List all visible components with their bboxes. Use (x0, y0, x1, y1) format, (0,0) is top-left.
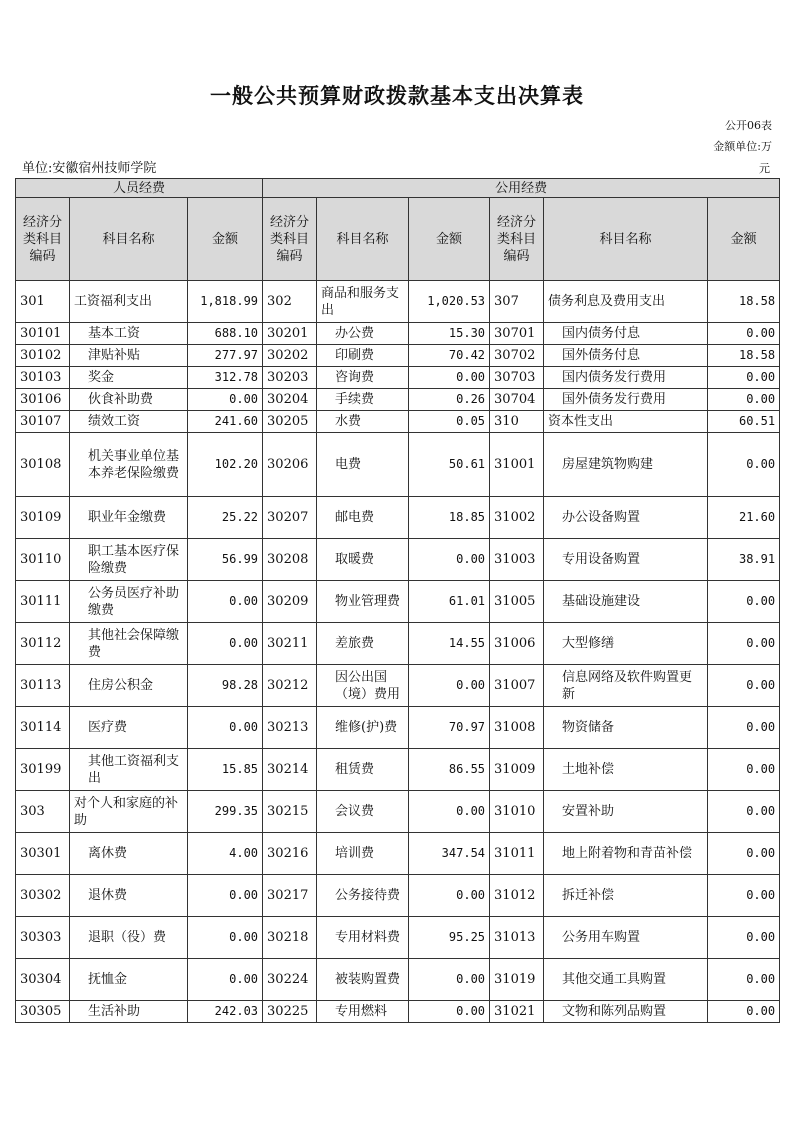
name-cell: 基础设施建设 (544, 581, 708, 623)
amount-cell: 1,020.53 (409, 281, 490, 323)
code-cell: 30201 (263, 323, 317, 345)
code-cell: 31007 (490, 665, 544, 707)
name-cell: 手续费 (317, 389, 409, 411)
name-cell: 其他社会保障缴费 (70, 623, 188, 665)
name-cell: 退职（役）费 (70, 917, 188, 959)
code-cell: 31021 (490, 1001, 544, 1023)
name-cell: 生活补助 (70, 1001, 188, 1023)
col-header-amount: 金额 (188, 198, 263, 281)
name-cell: 专用材料费 (317, 917, 409, 959)
code-cell: 30202 (263, 345, 317, 367)
table-number: 公开06表 (725, 119, 772, 132)
name-cell: 工资福利支出 (70, 281, 188, 323)
code-cell: 30217 (263, 875, 317, 917)
amount-cell: 277.97 (188, 345, 263, 367)
amount-cell: 0.00 (708, 707, 780, 749)
col-header-code: 经济分类科目编码 (16, 198, 70, 281)
amount-cell: 56.99 (188, 539, 263, 581)
name-cell: 取暖费 (317, 539, 409, 581)
name-cell: 绩效工资 (70, 411, 188, 433)
name-cell: 被装购置费 (317, 959, 409, 1001)
name-cell: 房屋建筑物购建 (544, 433, 708, 497)
table-row (16, 411, 780, 433)
name-cell: 物业管理费 (317, 581, 409, 623)
amount-cell: 0.00 (708, 665, 780, 707)
name-cell: 医疗费 (70, 707, 188, 749)
code-cell: 30209 (263, 581, 317, 623)
name-cell: 公务接待费 (317, 875, 409, 917)
amount-cell: 0.00 (708, 959, 780, 1001)
name-cell: 其他交通工具购置 (544, 959, 708, 1001)
code-cell: 303 (16, 791, 70, 833)
code-cell: 30303 (16, 917, 70, 959)
name-cell: 信息网络及软件购置更新 (544, 665, 708, 707)
code-cell: 30108 (16, 433, 70, 497)
name-cell: 住房公积金 (70, 665, 188, 707)
name-cell: 地上附着物和青苗补偿 (544, 833, 708, 875)
code-cell: 30212 (263, 665, 317, 707)
code-cell: 31009 (490, 749, 544, 791)
code-cell: 30112 (16, 623, 70, 665)
name-cell: 租赁费 (317, 749, 409, 791)
col-header-name: 科目名称 (544, 198, 708, 281)
amount-cell: 0.00 (409, 791, 490, 833)
amount-cell: 347.54 (409, 833, 490, 875)
name-cell: 咨询费 (317, 367, 409, 389)
amount-cell: 15.85 (188, 749, 263, 791)
code-cell: 30218 (263, 917, 317, 959)
amount-cell: 242.03 (188, 1001, 263, 1023)
amount-cell: 688.10 (188, 323, 263, 345)
amount-cell: 0.00 (708, 367, 780, 389)
col-header-name: 科目名称 (70, 198, 188, 281)
table-row (16, 1001, 780, 1023)
amount-cell: 18.58 (708, 345, 780, 367)
code-cell: 310 (490, 411, 544, 433)
amount-cell: 0.00 (708, 917, 780, 959)
code-cell: 30704 (490, 389, 544, 411)
code-cell: 31011 (490, 833, 544, 875)
table-row (16, 623, 780, 665)
amount-cell: 98.28 (188, 665, 263, 707)
amount-cell: 0.00 (188, 581, 263, 623)
code-cell: 31019 (490, 959, 544, 1001)
amount-cell: 0.00 (188, 623, 263, 665)
name-cell: 会议费 (317, 791, 409, 833)
code-cell: 30113 (16, 665, 70, 707)
name-cell: 培训费 (317, 833, 409, 875)
amount-cell: 95.25 (409, 917, 490, 959)
amount-cell: 0.00 (188, 707, 263, 749)
code-cell: 31001 (490, 433, 544, 497)
code-cell: 31008 (490, 707, 544, 749)
amount-cell: 50.61 (409, 433, 490, 497)
name-cell: 职业年金缴费 (70, 497, 188, 539)
amount-cell: 0.00 (708, 833, 780, 875)
table-row (16, 875, 780, 917)
name-cell: 奖金 (70, 367, 188, 389)
amount-cell: 0.00 (708, 623, 780, 665)
code-cell: 31002 (490, 497, 544, 539)
name-cell: 其他工资福利支出 (70, 749, 188, 791)
code-cell: 30224 (263, 959, 317, 1001)
name-cell: 职工基本医疗保险缴费 (70, 539, 188, 581)
name-cell: 办公设备购置 (544, 497, 708, 539)
amount-cell: 0.00 (188, 389, 263, 411)
code-cell: 30211 (263, 623, 317, 665)
amount-cell: 0.00 (409, 665, 490, 707)
amount-cell: 312.78 (188, 367, 263, 389)
code-cell: 302 (263, 281, 317, 323)
name-cell: 水费 (317, 411, 409, 433)
code-cell: 30203 (263, 367, 317, 389)
table-row (16, 833, 780, 875)
amount-cell: 0.26 (409, 389, 490, 411)
amount-cell: 18.58 (708, 281, 780, 323)
group-header-personnel: 人员经费 (16, 179, 263, 198)
table-row (16, 345, 780, 367)
expenditure-table (15, 178, 780, 1023)
code-cell: 30304 (16, 959, 70, 1001)
table-row (16, 367, 780, 389)
amount-cell: 0.00 (708, 323, 780, 345)
code-cell: 30213 (263, 707, 317, 749)
amount-cell: 0.00 (708, 749, 780, 791)
table-row (16, 433, 780, 497)
name-cell: 国外债务发行费用 (544, 389, 708, 411)
amount-cell: 0.00 (188, 917, 263, 959)
code-cell: 30215 (263, 791, 317, 833)
code-cell: 31013 (490, 917, 544, 959)
table-row (16, 389, 780, 411)
name-cell: 因公出国（境）费用 (317, 665, 409, 707)
code-cell: 30199 (16, 749, 70, 791)
code-cell: 31005 (490, 581, 544, 623)
amount-cell: 18.85 (409, 497, 490, 539)
name-cell: 维修(护)费 (317, 707, 409, 749)
table-row (16, 665, 780, 707)
amount-cell: 14.55 (409, 623, 490, 665)
table-row (16, 323, 780, 345)
name-cell: 伙食补助费 (70, 389, 188, 411)
unit-name: 安徽宿州技师学院 (52, 161, 157, 176)
name-cell: 津贴补贴 (70, 345, 188, 367)
code-cell: 31012 (490, 875, 544, 917)
amount-cell: 61.01 (409, 581, 490, 623)
name-cell: 退休费 (70, 875, 188, 917)
amount-cell: 0.00 (708, 875, 780, 917)
name-cell: 债务利息及费用支出 (544, 281, 708, 323)
name-cell: 差旅费 (317, 623, 409, 665)
code-cell: 301 (16, 281, 70, 323)
name-cell: 商品和服务支出 (317, 281, 409, 323)
amount-cell: 241.60 (188, 411, 263, 433)
amount-cell: 0.00 (708, 433, 780, 497)
col-header-code: 经济分类科目编码 (263, 198, 317, 281)
code-cell: 30110 (16, 539, 70, 581)
code-cell: 30102 (16, 345, 70, 367)
code-cell: 30225 (263, 1001, 317, 1023)
table-row (16, 791, 780, 833)
code-cell: 30109 (16, 497, 70, 539)
amount-cell: 15.30 (409, 323, 490, 345)
name-cell: 物资储备 (544, 707, 708, 749)
amount-cell: 0.00 (708, 791, 780, 833)
name-cell: 对个人和家庭的补助 (70, 791, 188, 833)
name-cell: 机关事业单位基本养老保险缴费 (70, 433, 188, 497)
name-cell: 基本工资 (70, 323, 188, 345)
name-cell: 专用燃料 (317, 1001, 409, 1023)
name-cell: 办公费 (317, 323, 409, 345)
amount-cell: 0.00 (409, 367, 490, 389)
name-cell: 大型修缮 (544, 623, 708, 665)
amount-cell: 70.97 (409, 707, 490, 749)
amount-cell: 0.05 (409, 411, 490, 433)
unit-label: 单位: (22, 161, 53, 176)
code-cell: 30305 (16, 1001, 70, 1023)
amount-cell: 60.51 (708, 411, 780, 433)
code-cell: 30701 (490, 323, 544, 345)
amount-cell: 102.20 (188, 433, 263, 497)
amount-cell: 21.60 (708, 497, 780, 539)
amount-unit-tail: 元 (759, 162, 770, 175)
table-row (16, 539, 780, 581)
name-cell: 资本性支出 (544, 411, 708, 433)
name-cell: 文物和陈列品购置 (544, 1001, 708, 1023)
amount-cell: 0.00 (188, 875, 263, 917)
name-cell: 专用设备购置 (544, 539, 708, 581)
code-cell: 30703 (490, 367, 544, 389)
code-cell: 30204 (263, 389, 317, 411)
code-cell: 31003 (490, 539, 544, 581)
name-cell: 公务员医疗补助缴费 (70, 581, 188, 623)
name-cell: 国外债务付息 (544, 345, 708, 367)
name-cell: 邮电费 (317, 497, 409, 539)
col-header-amount: 金额 (708, 198, 780, 281)
code-cell: 30114 (16, 707, 70, 749)
table-row (16, 707, 780, 749)
amount-cell: 1,818.99 (188, 281, 263, 323)
amount-cell: 0.00 (409, 959, 490, 1001)
name-cell: 安置补助 (544, 791, 708, 833)
name-cell: 国内债务付息 (544, 323, 708, 345)
code-cell: 30302 (16, 875, 70, 917)
code-cell: 30205 (263, 411, 317, 433)
table-row (16, 959, 780, 1001)
amount-cell: 4.00 (188, 833, 263, 875)
code-cell: 30101 (16, 323, 70, 345)
code-cell: 30207 (263, 497, 317, 539)
unit-line (22, 157, 156, 176)
amount-cell: 0.00 (409, 539, 490, 581)
amount-cell: 0.00 (188, 959, 263, 1001)
col-header-name: 科目名称 (317, 198, 409, 281)
code-cell: 30111 (16, 581, 70, 623)
code-cell: 30214 (263, 749, 317, 791)
code-cell: 30206 (263, 433, 317, 497)
amount-cell: 70.42 (409, 345, 490, 367)
code-cell: 31006 (490, 623, 544, 665)
name-cell: 离休费 (70, 833, 188, 875)
amount-cell: 0.00 (409, 875, 490, 917)
table-row (16, 581, 780, 623)
amount-unit: 金额单位:万 (713, 140, 772, 153)
code-cell: 30107 (16, 411, 70, 433)
code-cell: 30103 (16, 367, 70, 389)
name-cell: 抚恤金 (70, 959, 188, 1001)
name-cell: 公务用车购置 (544, 917, 708, 959)
code-cell: 307 (490, 281, 544, 323)
table-row (16, 281, 780, 323)
code-cell: 30106 (16, 389, 70, 411)
col-header-amount: 金额 (409, 198, 490, 281)
report-title: 一般公共预算财政拨款基本支出决算表 (210, 83, 584, 108)
col-header-code: 经济分类科目编码 (490, 198, 544, 281)
amount-cell: 25.22 (188, 497, 263, 539)
code-cell: 30702 (490, 345, 544, 367)
name-cell: 国内债务发行费用 (544, 367, 708, 389)
name-cell: 土地补偿 (544, 749, 708, 791)
amount-cell: 299.35 (188, 791, 263, 833)
code-cell: 30216 (263, 833, 317, 875)
name-cell: 电费 (317, 433, 409, 497)
table-row (16, 749, 780, 791)
amount-cell: 0.00 (409, 1001, 490, 1023)
table-row (16, 497, 780, 539)
group-header-public: 公用经费 (263, 179, 780, 198)
code-cell: 31010 (490, 791, 544, 833)
table-row (16, 917, 780, 959)
amount-cell: 38.91 (708, 539, 780, 581)
amount-cell: 0.00 (708, 1001, 780, 1023)
code-cell: 30208 (263, 539, 317, 581)
name-cell: 印刷费 (317, 345, 409, 367)
amount-cell: 86.55 (409, 749, 490, 791)
amount-cell: 0.00 (708, 581, 780, 623)
code-cell: 30301 (16, 833, 70, 875)
name-cell: 拆迁补偿 (544, 875, 708, 917)
amount-cell: 0.00 (708, 389, 780, 411)
